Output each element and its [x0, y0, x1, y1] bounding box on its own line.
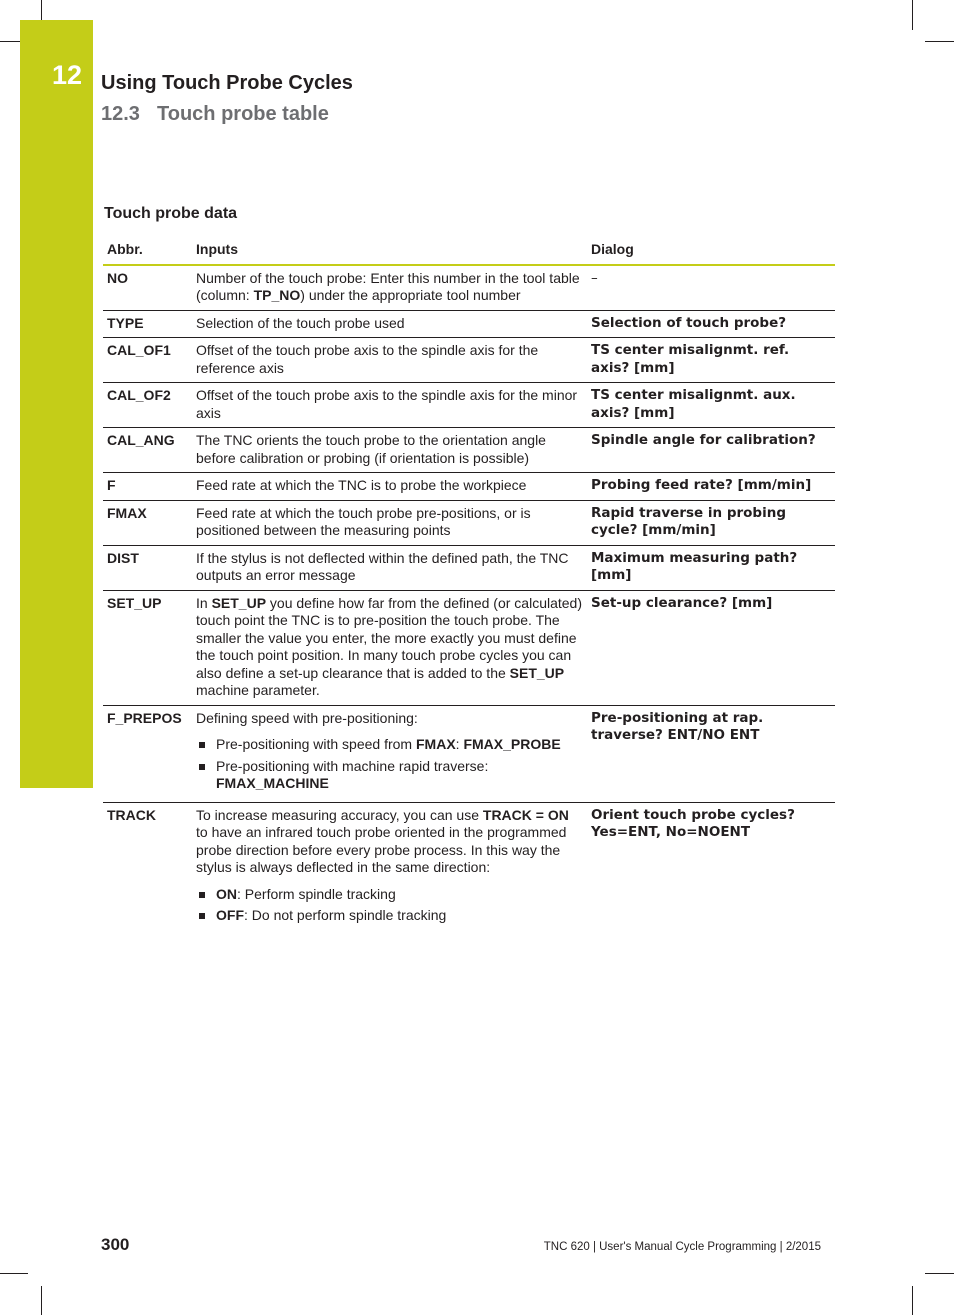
touch-probe-data-table [103, 237, 835, 934]
abbr-cell: NO [103, 265, 192, 311]
section-title-text: Touch probe table [157, 103, 329, 125]
abbr-cell: CAL_ANG [103, 428, 192, 473]
inputs-cell: Offset of the touch probe axis to the spindle axis for the reference axis [192, 338, 587, 383]
header-abbr: Abbr. [103, 237, 192, 265]
table-row-cal-ang [103, 428, 835, 473]
abbr-cell: SET_UP [103, 590, 192, 705]
table-row-fmax [103, 500, 835, 545]
inputs-cell: Offset of the touch probe axis to the spindle axis for the minor axis [192, 383, 587, 428]
abbr-cell: FMAX [103, 500, 192, 545]
footer-text: TNC 620 | User's Manual Cycle Programming | 2/2015 [543, 1241, 821, 1253]
inputs-cell: Feed rate at which the TNC is to probe the workpiece [192, 473, 587, 501]
table-row-cal-of2 [103, 383, 835, 428]
table-row-dist [103, 545, 835, 590]
table-row-track [103, 802, 835, 934]
dialog-cell: Pre-positioning at rap. traverse? ENT/NO ENT [587, 705, 835, 802]
dialog-cell: – [587, 265, 835, 311]
chapter-number: 12 [52, 60, 83, 90]
dialog-cell: Set-up clearance? [mm] [587, 590, 835, 705]
crop-mark [912, 1286, 913, 1315]
table-header-row [103, 237, 835, 265]
crop-mark [925, 41, 954, 42]
section-number: 12.3 [101, 103, 140, 125]
crop-mark [925, 1273, 954, 1274]
list-item: OFF: Do not perform spindle tracking [196, 907, 583, 925]
dialog-cell: TS center misalignmt. ref. axis? [mm] [587, 338, 835, 383]
dialog-cell: Probing feed rate? [mm/min] [587, 473, 835, 501]
abbr-cell: F [103, 473, 192, 501]
chapter-title: Using Touch Probe Cycles [101, 72, 353, 94]
abbr-cell: CAL_OF1 [103, 338, 192, 383]
inputs-cell: The TNC orients the touch probe to the orientation angle before calibration or probing (if orientation is possible) [192, 428, 587, 473]
bullet-list [196, 886, 583, 925]
table-row-f-prepos [103, 705, 835, 802]
table-row-f [103, 473, 835, 501]
abbr-cell: TYPE [103, 310, 192, 338]
crop-mark [912, 0, 913, 30]
abbr-cell: CAL_OF2 [103, 383, 192, 428]
inputs-cell: If the stylus is not deflected within the defined path, the TNC outputs an error message [192, 545, 587, 590]
inputs-cell: Selection of the touch probe used [192, 310, 587, 338]
section-title [101, 103, 329, 126]
abbr-cell: F_PREPOS [103, 705, 192, 802]
inputs-cell: Defining speed with pre-positioning: Pre-positioning with speed from FMAX: FMAX_PROBE Pre-positioning with machine rapid traverse: FMAX_MACHINE [192, 705, 587, 802]
table-row-set-up [103, 590, 835, 705]
dialog-cell: Spindle angle for calibration? [587, 428, 835, 473]
table-row-cal-of1 [103, 338, 835, 383]
crop-mark [41, 1286, 42, 1315]
inputs-cell: To increase measuring accuracy, you can use TRACK = ON to have an infrared touch probe oriented in the programmed probe direction before every probe process. In this way the stylus is always deflected in the same direction: ON: Perform spindle tracking OFF: Do not perform spindle tracking [192, 802, 587, 934]
inputs-cell: Feed rate at which the touch probe pre-positions, or is positioned between the measuring points [192, 500, 587, 545]
header-inputs: Inputs [192, 237, 587, 265]
table-row-type [103, 310, 835, 338]
list-item: Pre-positioning with speed from FMAX: FMAX_PROBE [196, 736, 583, 754]
table-heading: Touch probe data [104, 205, 238, 222]
crop-mark [41, 0, 42, 20]
inputs-cell: Number of the touch probe: Enter this number in the tool table (column: TP_NO) under the appropriate tool number [192, 265, 587, 311]
bullet-list [196, 736, 583, 793]
dialog-cell: Rapid traverse in probing cycle? [mm/min] [587, 500, 835, 545]
chapter-sidebar [20, 20, 93, 788]
dialog-cell: Selection of touch probe? [587, 310, 835, 338]
page-number: 300 [101, 1235, 130, 1254]
table-row-no [103, 265, 835, 311]
abbr-cell: DIST [103, 545, 192, 590]
list-item: Pre-positioning with machine rapid traverse: FMAX_MACHINE [196, 758, 583, 793]
dialog-cell: TS center misalignmt. aux. axis? [mm] [587, 383, 835, 428]
abbr-cell: TRACK [107, 806, 156, 823]
header-dialog: Dialog [587, 237, 835, 265]
list-item: ON: Perform spindle tracking [196, 886, 583, 904]
dialog-cell: Orient touch probe cycles? Yes=ENT, No=NOENT [591, 806, 795, 840]
crop-mark [0, 1273, 28, 1274]
crop-mark [0, 41, 20, 42]
inputs-cell: In SET_UP you define how far from the defined (or calculated) touch point the TNC is to pre-position the touch probe. The smaller the value you enter, the more exactly you must define the touch point position. In many touch probe cycles you can also define a set-up clearance that is added to the SET_UP machine parameter. [192, 590, 587, 705]
dialog-cell: Maximum measuring path? [mm] [587, 545, 835, 590]
